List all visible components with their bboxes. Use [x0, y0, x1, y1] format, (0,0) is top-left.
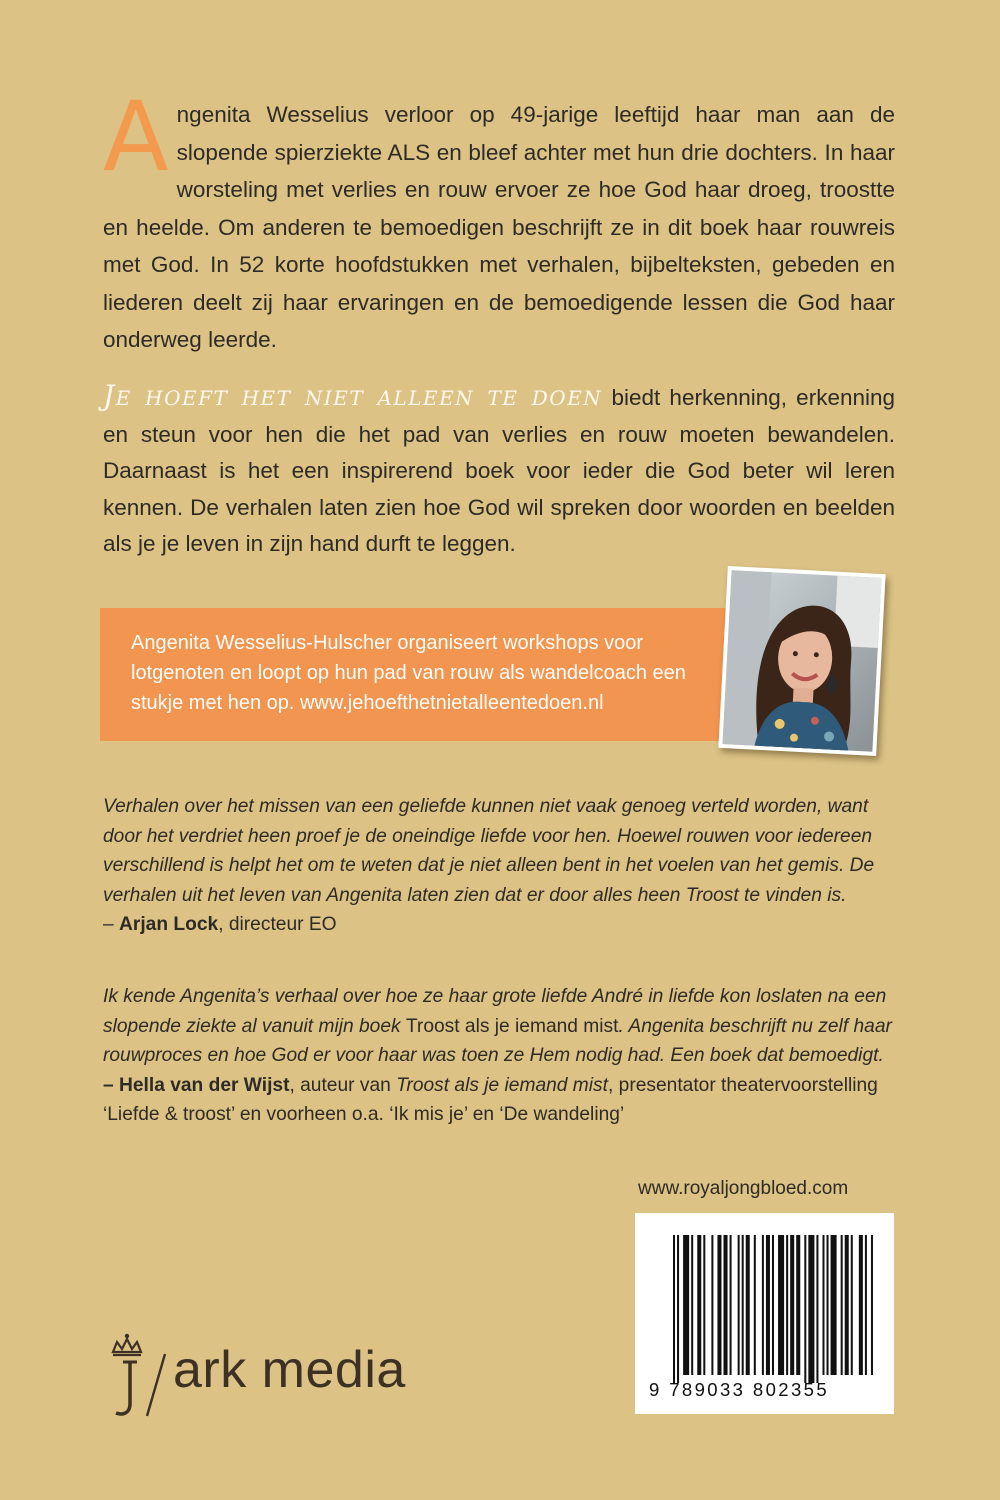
barcode-bar	[804, 1235, 806, 1383]
author-bio: Angenita Wesselius-Hulscher organiseert workshops voor lotgenoten en loopt op hun pad van rouw als wandelcoach een stukje met hen op.	[131, 632, 686, 714]
publisher-logo	[103, 1332, 503, 1422]
quote-2-part1: Ik kende Angenita’s verhaal over hoe ze haar grote liefde André in liefde kon loslaten na een slopende ziekte al vanuit mijn boek	[103, 986, 887, 1037]
quote-1-dash: –	[103, 914, 120, 935]
intro-paragraph	[103, 81, 895, 359]
book-title: Je hoeft het niet alleen te doen	[103, 379, 603, 412]
publisher-logo-text: ark media	[173, 1341, 406, 1399]
endorsement-quote-2	[103, 982, 898, 1130]
crown-j-icon	[103, 1332, 173, 1422]
barcode-bar	[772, 1235, 774, 1375]
description-paragraph	[103, 378, 895, 563]
quote-2-book2: Troost als je iemand mist	[396, 1074, 608, 1096]
barcode-bar	[790, 1235, 794, 1375]
publisher-website[interactable]: www.royaljongbloed.com	[638, 1178, 849, 1199]
endorsement-quote-1	[103, 792, 898, 940]
intro-text: ngenita Wesselius verloor op 49-jarige leeftijd haar man aan de slopende spierziekte ALS en bleef achter met hun drie dochters. In haar worsteling met verlies en rouw ervoer ze hoe God haar droeg, troostte en heelde. Om anderen te bemoedigen beschrijft ze in dit boek haar rouwreis met God. In 52 korte hoofdstukken met verhalen, bijbelteksten, gebeden en liederen deelt zij haar ervaringen en de bemoedigende lessen die God haar onderweg leerde.	[103, 102, 895, 352]
barcode-bar	[730, 1235, 732, 1375]
barcode-bar	[738, 1235, 740, 1375]
quote-1-text: Verhalen over het missen van een geliefde kunnen niet vaak genoeg verteld worden, want door het verdriet heen proef je de oneindige liefde voor hen. Hoewel rouwen voor iedereen verschillend is helpt het om te weten dat je niet alleen bent in het voelen van het gemis. De verhalen uit het leven van Angenita laten zien dat er door alles heen Troost te vinden is.	[103, 796, 875, 906]
quote-2-role1: , auteur van	[289, 1074, 397, 1096]
barcode-bar	[816, 1235, 818, 1383]
quote-2-author: Hella van der Wijst	[119, 1074, 290, 1096]
barcode-bar	[724, 1235, 728, 1375]
author-photo	[718, 566, 885, 756]
barcode-bar	[778, 1235, 784, 1375]
isbn-digits: 9 789033 802355	[649, 1379, 830, 1400]
barcode-bar	[673, 1235, 675, 1383]
author-info-box	[100, 608, 756, 741]
barcode-bar	[859, 1235, 863, 1375]
barcode-bar	[677, 1235, 679, 1383]
quote-2-book1: Troost als je iemand mist	[405, 1015, 619, 1037]
barcode-bars	[635, 1213, 894, 1383]
barcode-bar	[683, 1235, 689, 1375]
author-website-link[interactable]: www.jehoefthetnietalleentedoen.nl	[299, 692, 604, 714]
barcode-bar	[691, 1235, 693, 1375]
barcode-bar	[717, 1235, 721, 1375]
barcode-bar	[742, 1235, 744, 1375]
drop-cap: A	[103, 81, 167, 193]
barcode-bar	[845, 1235, 849, 1375]
barcode-bar	[822, 1235, 824, 1375]
author-portrait-image	[718, 566, 885, 756]
barcode-bar	[831, 1235, 837, 1375]
barcode-bar	[711, 1235, 713, 1375]
barcode-bar	[703, 1235, 705, 1375]
barcode-bar	[841, 1235, 843, 1375]
quote-2-dash: –	[103, 1074, 120, 1096]
quote-1-author: Arjan Lock	[119, 914, 219, 935]
barcode-bar	[808, 1235, 814, 1383]
barcode-bar	[827, 1235, 829, 1375]
description-text: biedt herkenning, erkenning en steun voor hen die het pad van verlies en rouw moeten bewandelen. Daarnaast is het een inspirerend boek voor ieder die God beter wil leren kennen. De verhalen laten zien hoe God wil spreken door woorden en beelden als je je leven in zijn hand durft te leggen.	[103, 385, 896, 556]
isbn-barcode	[635, 1213, 894, 1414]
barcode-bar	[746, 1235, 750, 1375]
barcode-bar	[796, 1235, 800, 1375]
quote-2-role2: , presentator theatervoorstelling ‘Liefde & troost’ en voorheen o.a. ‘Ik mis je’ en ‘De wandeling’	[103, 1074, 878, 1125]
barcode-bar	[865, 1235, 867, 1375]
barcode-bar	[762, 1235, 764, 1375]
quote-2-part2: . Angenita beschrijft nu zelf haar rouwproces en hoe God er voor haar was toen ze Hem nodig had. Een boek dat bemoedigt.	[103, 1015, 892, 1066]
barcode-bar	[766, 1235, 770, 1375]
quote-1-role: , directeur EO	[218, 914, 337, 935]
barcode-bar	[871, 1235, 873, 1375]
barcode-bar	[697, 1235, 701, 1375]
barcode-bar	[786, 1235, 788, 1375]
barcode-bar	[851, 1235, 853, 1375]
barcode-bar	[754, 1235, 756, 1375]
